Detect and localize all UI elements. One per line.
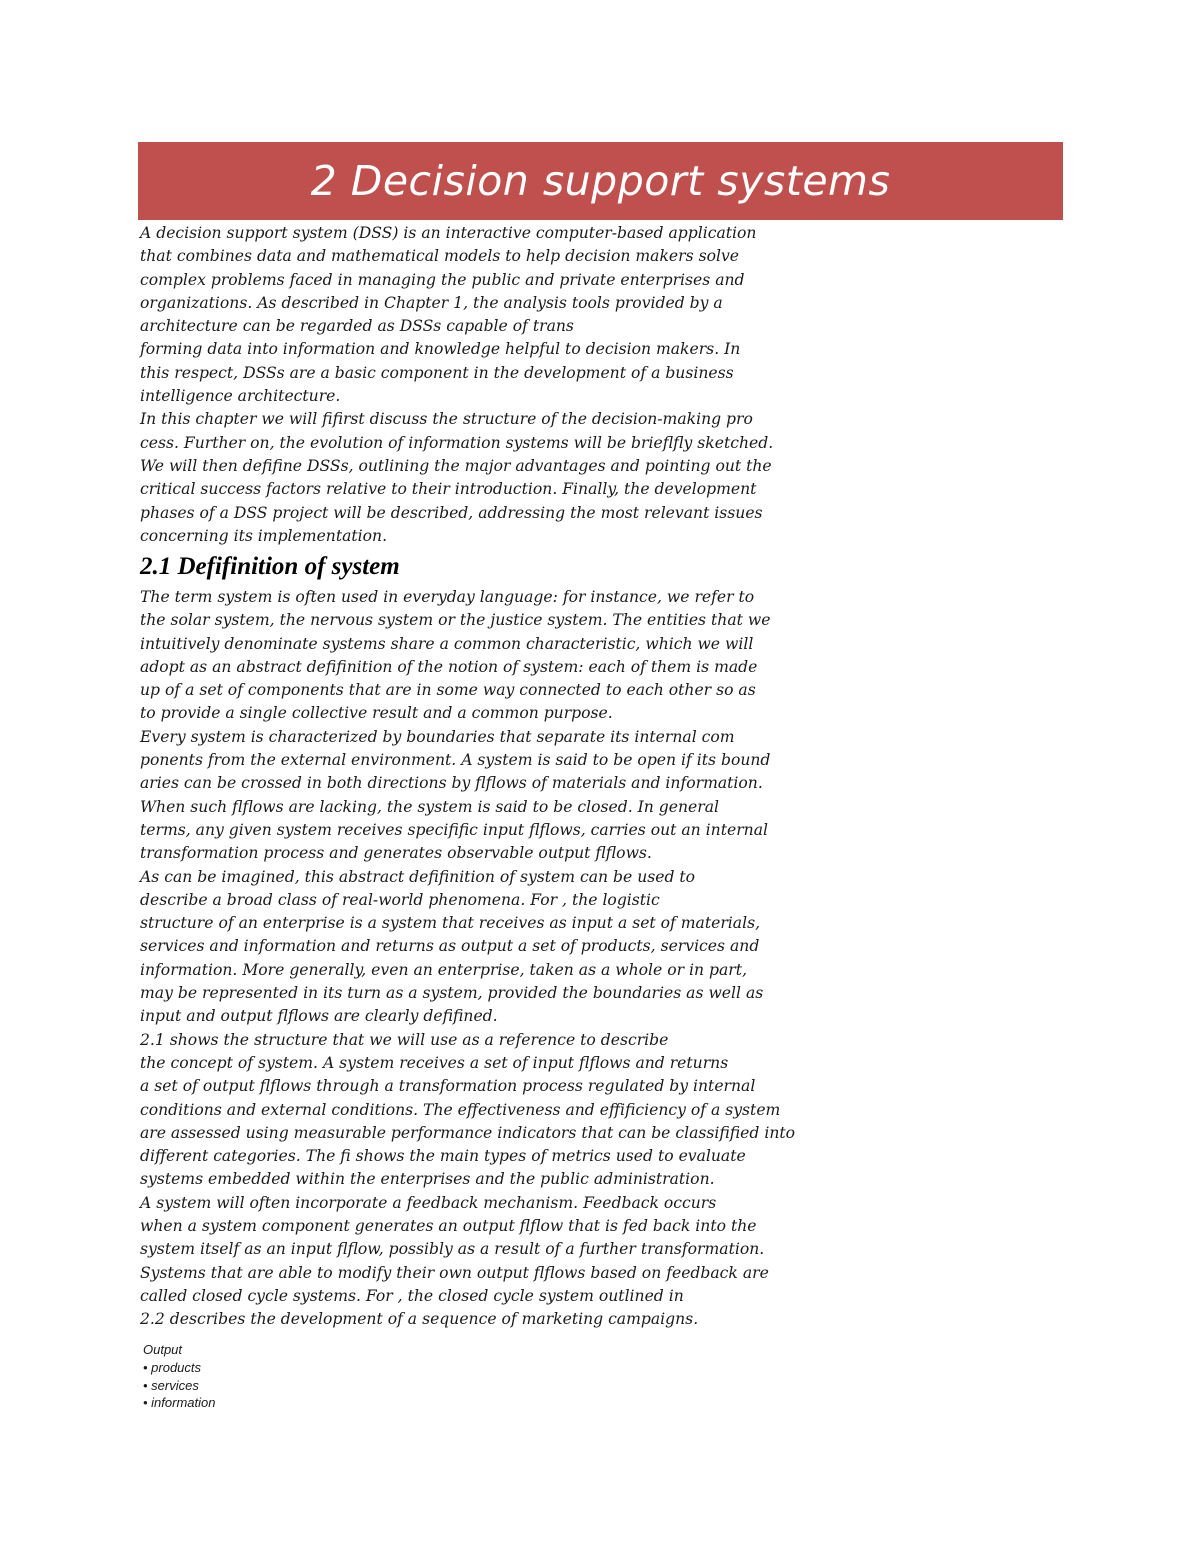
text-line: input and output flflows are clearly defifined. — [140, 1007, 498, 1026]
section-heading: 2.1 Defifinition of system — [140, 553, 400, 580]
text-line: In this chapter we will fifirst discuss the structure of the decision-making pro — [140, 410, 753, 429]
text-line: We will then defifine DSSs, outlining the major advantages and pointing out the — [140, 456, 772, 475]
text-line: Systems that are able to modify their own output flflows based on feedback are — [140, 1263, 769, 1282]
figure-list-item: • products — [143, 1359, 202, 1375]
figure-list-item: • information — [143, 1395, 216, 1411]
text-line: 2.2 describes the development of a sequence of marketing campaigns. — [140, 1310, 699, 1329]
text-line: to provide a single collective result and a common purpose. — [140, 704, 613, 723]
text-line: different categories. The fi shows the main types of metrics used to evaluate — [140, 1147, 746, 1166]
text-line: architecture can be regarded as DSSs capable of trans — [140, 317, 574, 336]
text-line: phases of a DSS project will be described, addressing the most relevant issues — [140, 503, 763, 522]
text-line: conditions and external conditions. The effectiveness and effificiency of a system — [140, 1100, 781, 1119]
text-line: adopt as an abstract defifinition of the notion of system: each of them is made — [140, 657, 758, 676]
text-line: describe a broad class of real-world phenomena. For , the logistic — [140, 890, 660, 909]
text-line: up of a set of components that are in some way connected to each other so as — [140, 681, 756, 700]
text-line: aries can be crossed in both directions by flflows of materials and information. — [140, 774, 763, 793]
text-line: the solar system, the nervous system or the justice system. The entities that we — [140, 611, 771, 630]
text-line: A decision support system (DSS) is an interactive computer-based application — [140, 224, 757, 242]
figure-list-item: Output — [143, 1342, 183, 1357]
chapter-banner — [138, 142, 1063, 220]
chapter-title: 2 Decision support systems — [310, 157, 891, 205]
text-line: the concept of system. A system receives a set of input flflows and returns — [140, 1053, 729, 1072]
text-line: transformation process and generates observable output flflows. — [140, 844, 652, 863]
text-line: called closed cycle systems. For , the closed cycle system outlined in — [140, 1286, 684, 1305]
figure-list-item: • services — [143, 1377, 199, 1393]
text-line: forming data into information and knowledge helpful to decision makers. In — [140, 340, 741, 359]
text-line: a set of output flflows through a transformation process regulated by internal — [140, 1077, 756, 1096]
text-line: when a system component generates an output flflow that is fed back into the — [140, 1217, 757, 1236]
text-line: information. More generally, even an enterprise, taken as a whole or in part, — [140, 960, 747, 979]
text-line: 2.1 shows the structure that we will use as a reference to describe — [140, 1030, 669, 1049]
text-line: A system will often incorporate a feedback mechanism. Feedback occurs — [140, 1193, 717, 1212]
text-line: services and information and returns as output a set of products, services and — [140, 937, 760, 956]
text-line: concerning its implementation. — [140, 526, 388, 545]
text-line: terms, any given system receives specifific input flflows, carries out an internal — [140, 820, 768, 839]
intro-paragraphs — [140, 222, 840, 548]
text-line: are assessed using measurable performance indicators that can be classifified into — [140, 1123, 796, 1142]
text-line: this respect, DSSs are a basic component in the development of a business — [140, 363, 734, 382]
text-line: complex problems faced in managing the public and private enterprises and — [140, 270, 745, 289]
text-line: Every system is characterized by boundaries that separate its internal com — [140, 727, 735, 746]
text-line: cess. Further on, the evolution of information systems will be brieflfly sketched. — [140, 433, 774, 452]
text-line: structure of an enterprise is a system that receives as input a set of materials, — [140, 914, 761, 933]
text-line: that combines data and mathematical models to help decision makers solve — [140, 247, 739, 266]
text-line: systems embedded within the enterprises and the public administration. — [140, 1170, 715, 1189]
text-line: may be represented in its turn as a system, provided the boundaries as well as — [140, 984, 764, 1003]
text-line: intuitively denominate systems share a common characteristic, which we will — [140, 634, 754, 653]
text-line: The term system is often used in everyday language: for instance, we refer to — [140, 588, 755, 606]
text-line: intelligence architecture. — [140, 387, 341, 406]
figure-output-list — [143, 1341, 215, 1412]
text-line: As can be imagined, this abstract defifinition of system can be used to — [140, 867, 696, 886]
text-line: critical success factors relative to their introduction. Finally, the development — [140, 480, 757, 499]
text-line: ponents from the external environment. A system is said to be open if its bound — [140, 751, 771, 770]
text-line: system itself as an input flflow, possibly as a result of a further transformation. — [140, 1240, 765, 1259]
text-line: organizations. As described in Chapter 1, the analysis tools provided by a — [140, 293, 723, 312]
section-paragraphs — [140, 586, 840, 1332]
text-line: When such flflows are lacking, the system is said to be closed. In general — [140, 797, 720, 816]
